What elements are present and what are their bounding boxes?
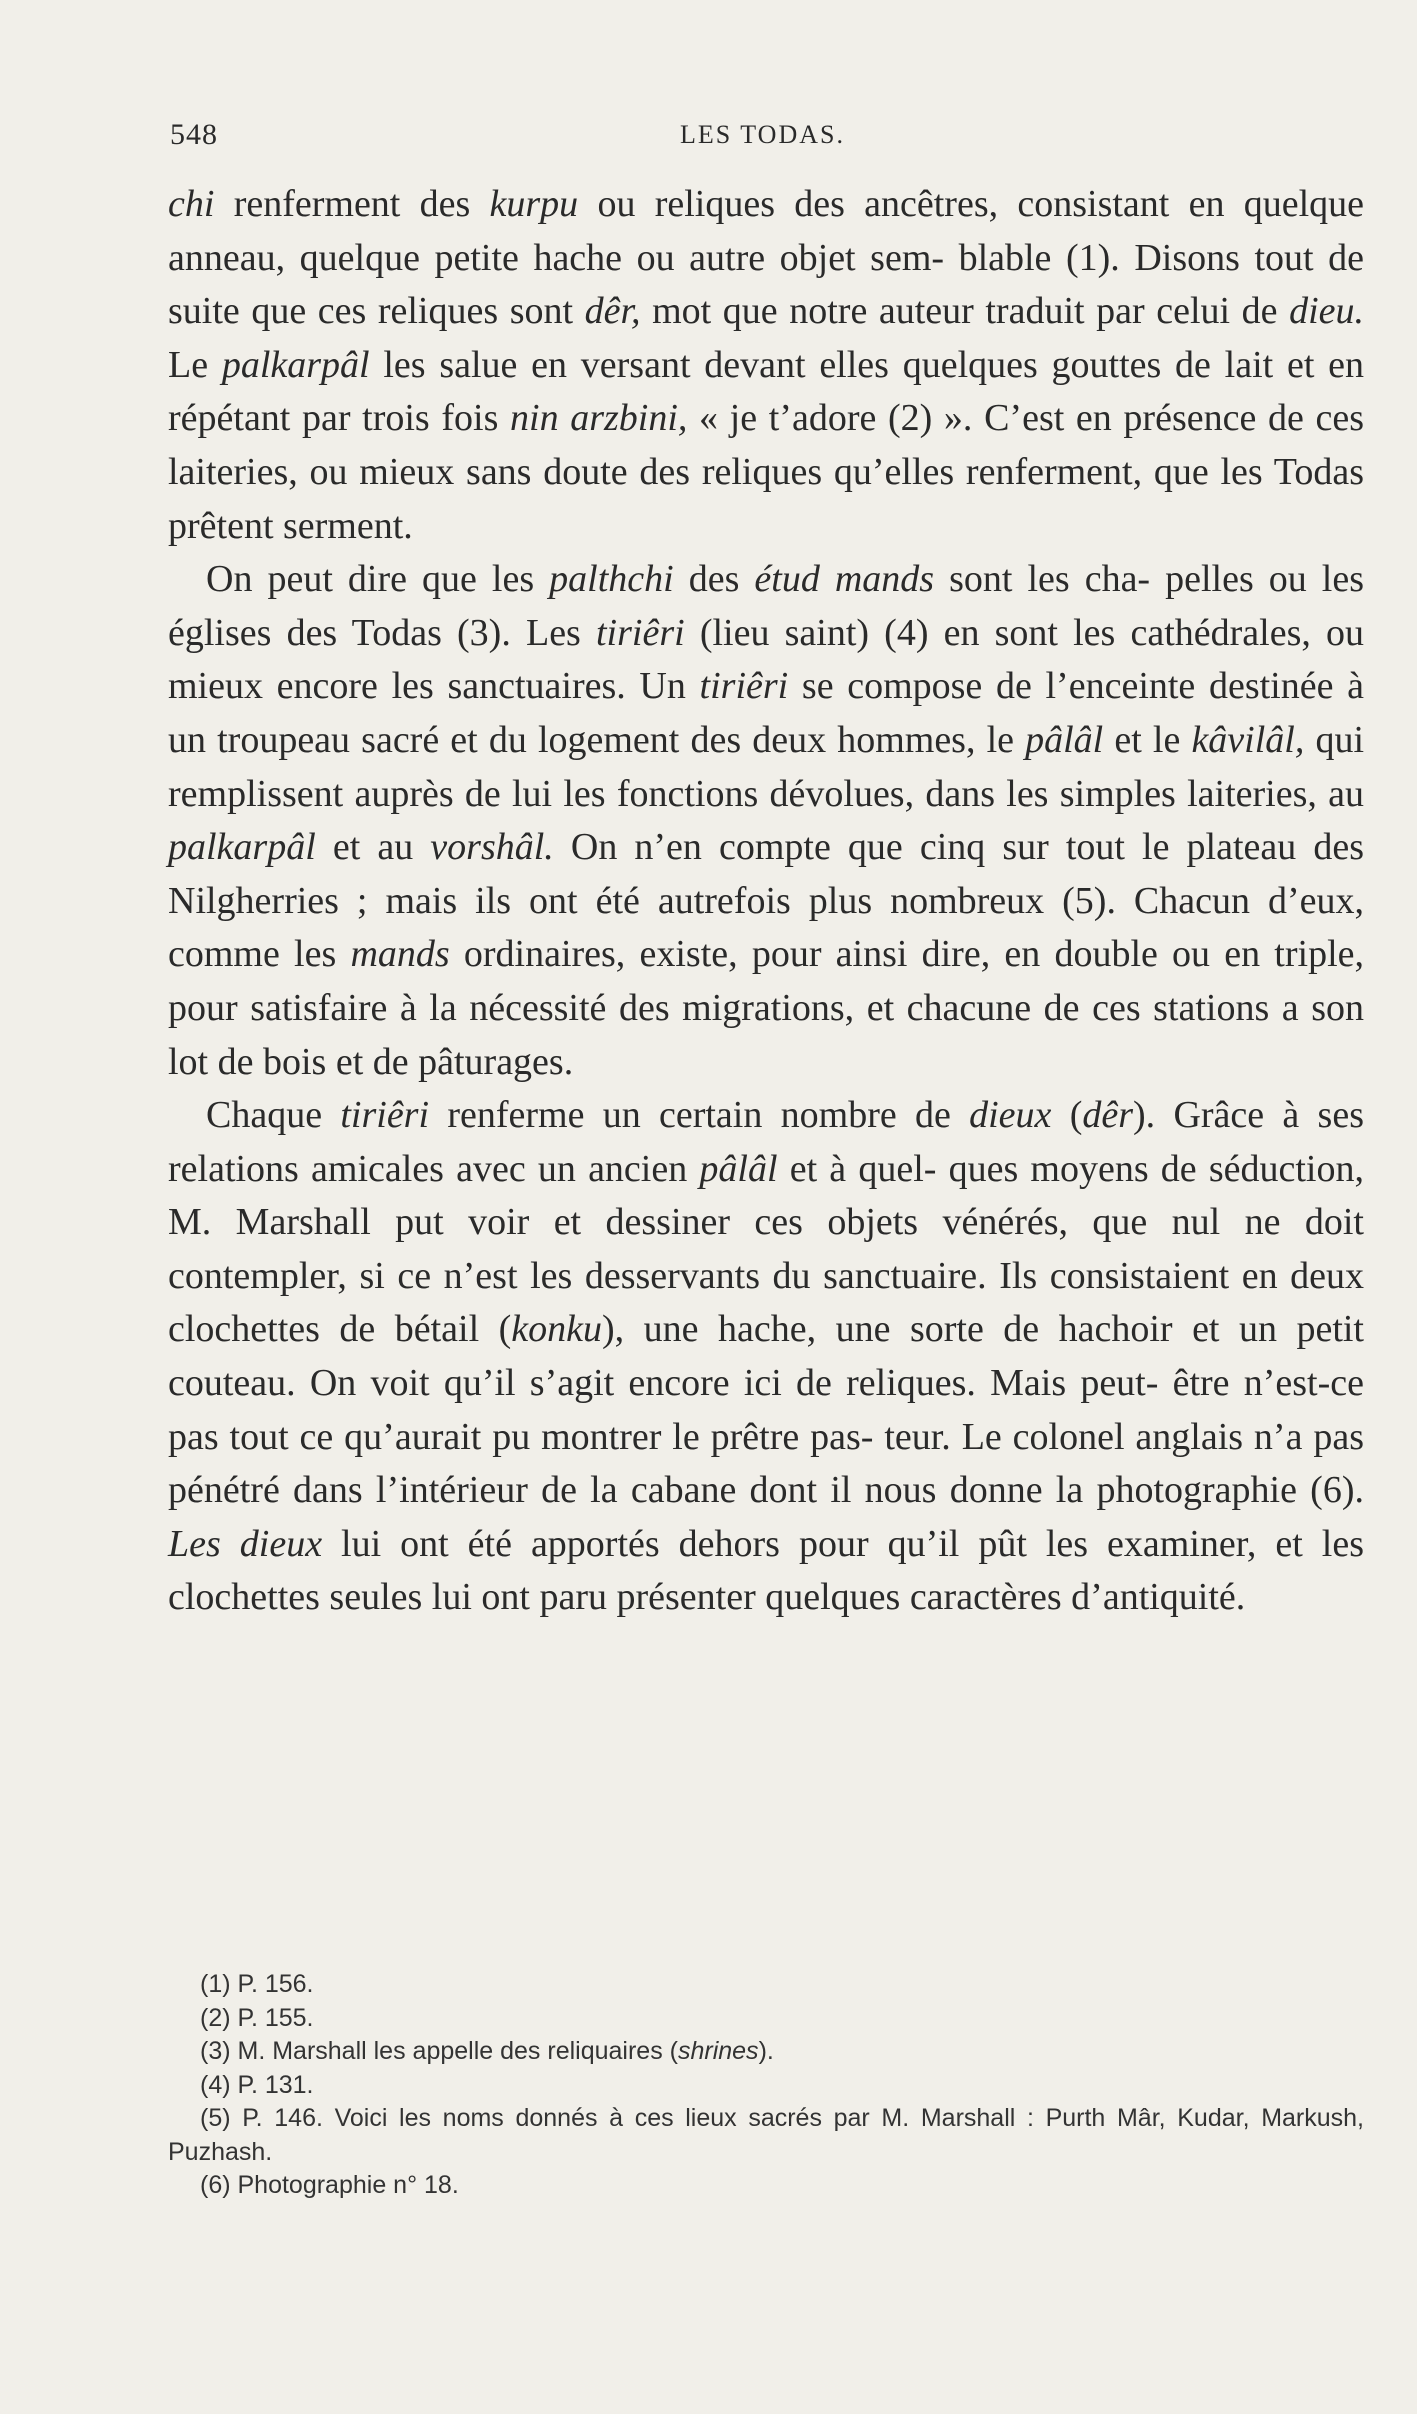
italic-text: vorshâl. [430,826,554,869]
text-run: Chaque [206,1094,341,1137]
italic-text: tiriêri [699,665,789,708]
italic-text: Les dieux [168,1522,323,1565]
text-run: les salue en versant devant elles quelques gouttes de lait et en répétant par trois fois [168,343,1365,440]
text-run: ). [758,2037,774,2065]
italic-text: kurpu [489,183,579,225]
footnote [168,2102,1364,2169]
text-run: lui ont été apportés dehors pour qu’il pût les examiner, et les clochettes seules lui ont paru présenter quelques caractères d’antiquité. [168,1522,1364,1619]
footnote [168,2069,1364,2103]
footnote [168,2002,1364,2036]
text-run: ). Grâce à ses relations amicales avec un ancien [168,1094,1364,1190]
running-title: LES TODAS. [680,120,845,149]
italic-text: pâlâl [699,1147,778,1190]
italic-text: kâvilâl, [1191,718,1305,761]
text-run: (3) M. Marshall les appelle des reliquaires ( [200,2037,678,2065]
footnote [168,2169,1364,2203]
text-run: « je t’adore (2) ». C’est en présence de ces laiteries, ou mieux sans doute des reliques qu’elles renferment, que les Todas prêtent serment. [168,397,1365,547]
italic-text: chi [168,183,215,225]
text-run: et à quel- ques moyens de séduction, M. Marshall put voir et dessiner ces objets vénérés, que nul ne doit contempler, si ce n’est les desservants du sanctuaire. Ils consistaient en deux clochettes de bétail ( [168,1147,1364,1351]
text-run: ou reliques des ancêtres, consistant en quelque anneau, quelque petite hache ou autre objet sem- blable (1). Disons tout de suite que ces reliques sont [168,183,1364,333]
italic-text: dêr, [584,290,641,333]
text-run: Le [168,343,222,386]
paragraph [168,178,1364,553]
paragraph [168,553,1364,1089]
italic-text: étud mands [754,558,935,601]
text-run: qui remplissent auprès de lui les fonctions dévolues, dans les simples laiteries, au [168,718,1365,815]
italic-text: palkarpâl [168,826,316,869]
text-run: (2) P. 155. [200,2003,314,2032]
text-run: (5) P. 146. Voici les noms donnés à ces lieux sacrés par M. Marshall : Purth Mâr, Kudar, Markush, Puzhash. [168,2104,1364,2166]
text-run: ordinaires, existe, pour ainsi dire, en double ou en triple, pour satisfaire à la nécessité des migrations, et chacune de ces stations a son lot de bois et de pâturages. [168,933,1364,1083]
italic-text: shrines [677,2037,759,2065]
italic-text: dêr [1082,1094,1134,1137]
text-run: ), une hache, une sorte de hachoir et un petit couteau. On voit qu’il s’agit encore ici de reliques. Mais peut- être n’est-ce pas tout ce qu’aurait pu montrer le prêtre pas- teur. Le colonel anglais n’a pas pénétré dans l’intérieur de la cabane dont il nous donne la photographie (6). [168,1308,1364,1512]
italic-text: pâlâl [1025,718,1104,761]
footnote [168,2035,1364,2069]
text-run: renferment des [214,183,490,225]
text-run: des [673,558,755,601]
italic-text: mands [350,933,450,976]
text-run: (4) P. 131. [200,2070,314,2099]
text-run: mot que notre auteur traduit par celui de [640,290,1290,333]
text-run: renferme un certain nombre de [429,1094,970,1137]
paragraph [168,1089,1364,1625]
text-run: (lieu saint) (4) en sont les cathédrales, ou mieux encore les sanctuaires. Un [168,611,1365,708]
text-run: et au [315,826,431,869]
text-run: et le [1103,718,1192,761]
page-header [170,118,1250,158]
italic-text: tiriêri [340,1094,430,1137]
italic-text: dieux [969,1094,1052,1137]
italic-text: nin arzbini, [510,397,688,440]
footnote [168,1968,1364,2002]
body-text [168,178,1364,1625]
italic-text: palkarpâl [221,343,370,386]
italic-text: konku [511,1308,603,1351]
page-number: 548 [170,118,218,151]
text-run: (6) Photographie n° 18. [200,2171,459,2199]
text-run: se compose de l’enceinte destinée à un troupeau sacré et du logement des deux hommes, le [168,665,1364,761]
text-run: ( [1051,1094,1083,1137]
italic-text: dieu. [1289,290,1364,333]
text-run: sont les cha- pelles ou les églises des Todas (3). Les [168,558,1365,654]
footnotes [168,1968,1364,2203]
italic-text: tiriêri [596,611,685,654]
text-run: On n’en compte que cinq sur tout le plateau des Nilgherries ; mais ils ont été autrefois plus nombreux (5). Chacun d’eux, comme les [168,826,1364,976]
italic-text: palthchi [549,558,674,601]
text-run: On peut dire que les [206,558,550,601]
text-run: (1) P. 156. [200,1970,314,1998]
